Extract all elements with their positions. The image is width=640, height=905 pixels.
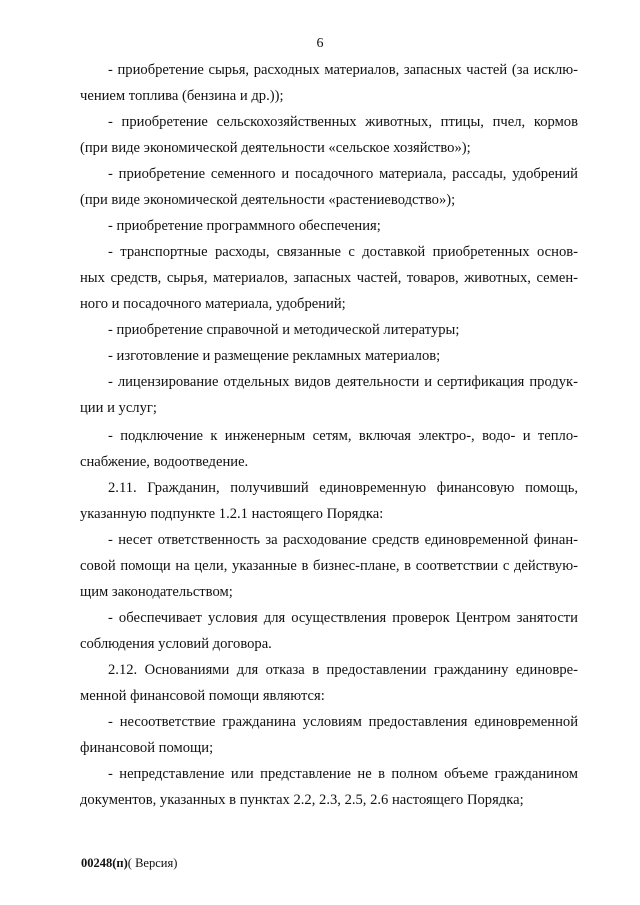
text-line: указанную подпункте 1.2.1 настоящего Порядка: (80, 506, 384, 522)
text-line: (при виде экономической деятельности «растениеводство»); (80, 192, 456, 208)
text-line: 2.12. Основаниями для отказа в предоставлении гражданину единовре- (108, 662, 578, 678)
text-line: - транспортные расходы, связанные с доставкой приобретенных основ- (108, 244, 578, 260)
text-line: (при виде экономической деятельности «сельское хозяйство»); (80, 140, 471, 156)
text-line: снабжение, водоотведение. (80, 454, 249, 470)
text-line: - лицензирование отдельных видов деятельности и сертификация продук- (108, 374, 578, 390)
text-line: - приобретение программного обеспечения; (108, 218, 381, 234)
text-line: - непредставление или представление не в полном объеме гражданином (108, 766, 578, 782)
text-line: - приобретение справочной и методической литературы; (108, 322, 460, 338)
text-line: соблюдения условий договора. (80, 636, 272, 652)
text-line: ции и услуг; (80, 400, 157, 416)
footer-code: 00248(п) (81, 856, 128, 870)
footer (81, 856, 177, 871)
text-line: - подключение к инженерным сетям, включая электро-, водо- и тепло- (108, 428, 578, 444)
footer-version: ( Версия) (127, 856, 178, 870)
text-line: - несет ответственность за расходование средств единовременной финан- (108, 532, 578, 548)
text-line: финансовой помощи; (80, 740, 214, 756)
text-line: - обеспечивает условия для осуществления проверок Центром занятости (108, 610, 578, 626)
text-line: документов, указанных в пунктах 2.2, 2.3, 2.5, 2.6 настоящего Порядка; (80, 792, 524, 808)
text-line: - приобретение сельскохозяйственных животных, птицы, пчел, кормов (108, 114, 578, 130)
text-line: - несоответствие гражданина условиям предоставления единовременной (108, 714, 578, 730)
text-line: совой помощи на цели, указанные в бизнес-плане, в соответствии с действую- (80, 558, 578, 574)
text-line: ного и посадочного материала, удобрений; (80, 296, 346, 312)
text-line: 2.11. Гражданин, получивший единовременную финансовую помощь, (108, 480, 578, 496)
text-line: - приобретение семенного и посадочного материала, рассады, удобрений (108, 166, 578, 182)
text-line: - изготовление и размещение рекламных материалов; (108, 348, 441, 364)
text-line: ных средств, сырья, материалов, запасных частей, товаров, животных, семен- (80, 270, 578, 286)
page-number: 6 (316, 36, 324, 51)
text-line: чением топлива (бензина и др.)); (80, 88, 284, 104)
text-line: - приобретение сырья, расходных материалов, запасных частей (за исклю- (108, 62, 578, 78)
text-line: менной финансовой помощи являются: (80, 688, 325, 704)
text-line: щим законодательством; (80, 584, 233, 600)
